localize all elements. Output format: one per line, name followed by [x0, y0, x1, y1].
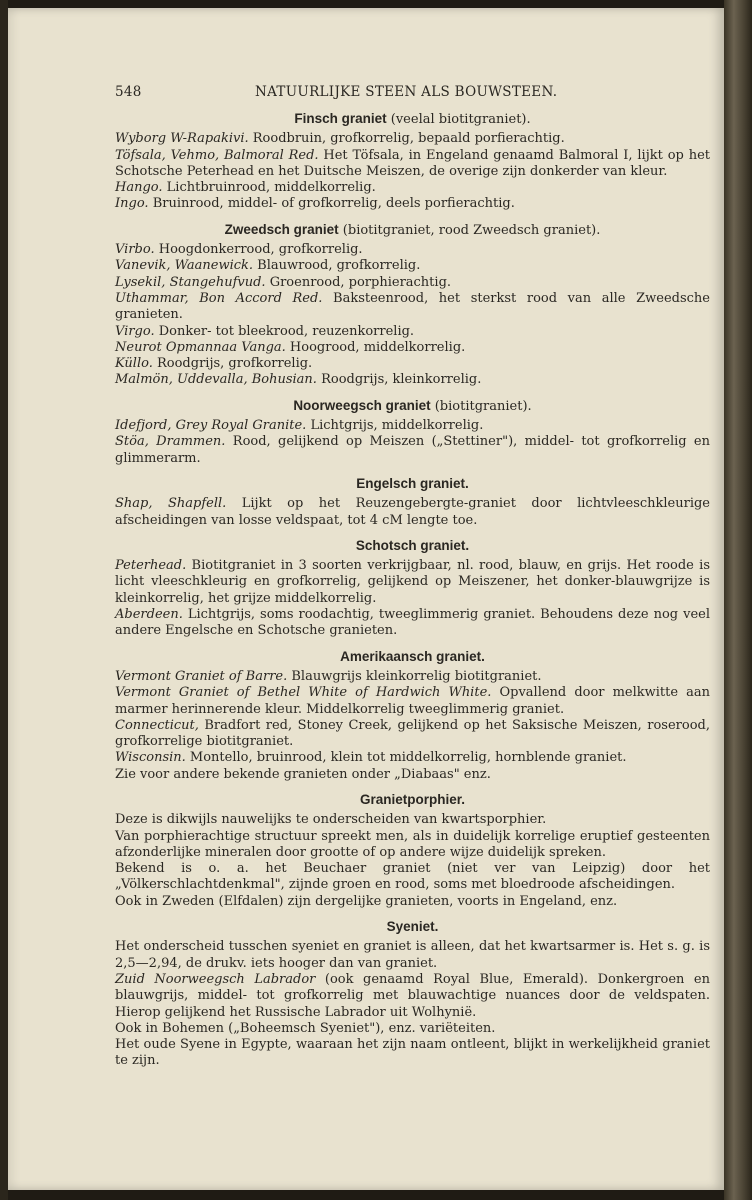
- section-subtitle: (biotitgraniet, rood Zweedsch graniet).: [342, 222, 601, 238]
- entry-paragraph: [115, 894, 710, 910]
- entry-text: Deze is dikwijls nauwelijks te onderscheiden van kwartsporphier.: [115, 812, 547, 828]
- section-title: Zweedsch graniet: [224, 221, 339, 237]
- entry-paragraph: [115, 939, 710, 972]
- entry-paragraph: [115, 340, 710, 356]
- entry-text: Montello, bruinrood, klein tot middelkorrelig, hornblende graniet.: [185, 750, 627, 766]
- section-title: Finsch graniet: [294, 111, 387, 126]
- entry-paragraph: [115, 131, 710, 147]
- entry-paragraph: [115, 812, 710, 828]
- entry-text: Bradfort red, Stoney Creek, gelijkend op het Saksische Meiszen, roserood, grofkorrelige biotitgraniet.: [115, 717, 710, 750]
- running-header: [115, 78, 710, 102]
- section-title: Noorweegsch graniet: [293, 397, 431, 413]
- entry-name: Wisconsin.: [115, 750, 186, 766]
- entry-name: Shap, Shapfell.: [115, 496, 227, 512]
- entry-name: Ingo.: [115, 196, 149, 212]
- entry-name: Zuid Noorweegsch Labrador: [115, 971, 316, 987]
- entry-text: Hoogrood, middelkorrelig.: [285, 339, 466, 355]
- entry-text: Lichtgrijs, soms roodachtig, tweeglimmerig graniet. Behoudens deze nog veel andere Engelsche en Schotsche granieten.: [115, 607, 710, 639]
- entry-paragraph: [115, 767, 710, 783]
- entry-text: Lichtgrijs, middelkorrelig.: [306, 418, 484, 434]
- section-title: Schotsch graniet.: [355, 537, 470, 553]
- entry-name: Aberdeen.: [115, 607, 183, 623]
- entry-name: Virbo.: [115, 242, 155, 258]
- page-number: 548: [115, 84, 142, 100]
- entry-text: Bruinrood, middel- of grofkorrelig, deels porfierachtig.: [148, 196, 515, 212]
- section-heading: [115, 222, 710, 239]
- entry-name: Küllo.: [115, 356, 153, 372]
- entry-paragraph: [115, 418, 710, 434]
- section-heading: [115, 398, 710, 415]
- entry-name: Wyborg W-Rapakivi.: [115, 131, 249, 147]
- entry-paragraph: [115, 718, 710, 751]
- entry-name: Töfsala, Vehmo, Balmoral Red.: [115, 147, 319, 163]
- entry-paragraph: [115, 180, 710, 196]
- entry-paragraph: [115, 275, 710, 291]
- section-title: Granietporphier.: [359, 791, 466, 807]
- entry-paragraph: [115, 148, 710, 181]
- entry-text: Het oude Syene in Egypte, waaraan het zijn naam ontleent, blijkt in werkelijkheid graniet te zijn.: [115, 1037, 710, 1069]
- entry-name: Peterhead.: [115, 558, 187, 574]
- section-title: Amerikaansch graniet.: [340, 648, 485, 664]
- entry-text: Groenrood, porphierachtig.: [265, 274, 452, 290]
- entry-name: Stöa, Drammen.: [115, 434, 226, 450]
- entry-paragraph: [115, 372, 710, 388]
- entry-paragraph: [115, 829, 710, 862]
- section-heading: [115, 538, 710, 555]
- entry-paragraph: [115, 607, 710, 640]
- running-title: NATUURLIJKE STEEN ALS BOUWSTEEN.: [255, 84, 558, 100]
- section-title: Engelsch graniet.: [356, 475, 469, 491]
- entry-text: Roodgrijs, kleinkorrelig.: [316, 372, 482, 388]
- entry-paragraph: [115, 291, 710, 324]
- section-title: Syeniet.: [386, 919, 439, 935]
- entry-paragraph: [115, 196, 710, 212]
- section-heading: [115, 919, 710, 936]
- entry-text: Roodgrijs, grofkorrelig.: [152, 356, 313, 372]
- entry-text: Lichtbruinrood, middelkorrelig.: [162, 180, 376, 196]
- entry-text: Rood, gelijkend op Meiszen („Stettiner"), middel- tot grofkorrelig en glimmerarm.: [115, 434, 710, 466]
- entry-text: Opvallend door melkwitte aan marmer herinnerende kleur. Middelkorrelig tweeglimmerig graniet.: [115, 685, 710, 717]
- section-heading: [115, 111, 710, 128]
- entry-name: Hango.: [115, 180, 163, 196]
- entry-name: Malmön, Uddevalla, Bohusian.: [115, 372, 317, 388]
- entry-paragraph: [115, 972, 710, 1021]
- entry-text: Baksteenrood, het sterkst rood van alle Zweedsche granieten.: [115, 290, 710, 323]
- entry-text: Ook in Zweden (Elfdalen) zijn dergelijke granieten, voorts in Engeland, enz.: [115, 893, 618, 909]
- entry-paragraph: [115, 258, 710, 274]
- entry-text: Donker- tot bleekrood, reuzenkorrelig.: [154, 323, 415, 339]
- entry-paragraph: [115, 1037, 710, 1070]
- entry-text: (ook genaamd Royal Blue, Emerald). Donkergroen en blauwgrijs, middel- tot grofkorrelig met blauwachtige nuances door de veldspaten. Hierop gelijkend het Russische Labrador uit Wolhynië.: [115, 971, 711, 1020]
- entry-text: Lijkt op het Reuzengebergte-graniet door lichtvleeschkleurige afscheidingen van losse veldspaat, tot 4 cM lengte toe.: [115, 496, 711, 528]
- entry-paragraph: [115, 434, 710, 467]
- entry-paragraph: [115, 1021, 710, 1037]
- entry-name: Uthammar, Bon Accord Red.: [115, 290, 323, 306]
- entry-name: Lysekil, Stangehufvud.: [115, 274, 266, 290]
- entry-name: Idefjord, Grey Royal Granite.: [115, 418, 307, 434]
- page-stack-edge: [724, 0, 752, 1200]
- entry-name: Vermont Graniet of Bethel White of Hardwich White.: [115, 685, 492, 701]
- entry-text: Het Töfsala, in Engeland genaamd Balmoral I, lijkt op het Schotsche Peterhead en het Duitsche Meiszen, de overige zijn donkerder van kleur.: [115, 147, 710, 179]
- section-heading: [115, 649, 710, 666]
- entry-text: Het onderscheid tusschen syeniet en graniet is alleen, dat het kwartsarmer is. Het s. g. is 2,5—2,94, de drukv. iets hooger dan van graniet.: [115, 939, 710, 971]
- entry-name: Vanevik, Waanewick.: [115, 258, 254, 274]
- entry-text: Roodbruin, grofkorrelig, bepaald porfierachtig.: [248, 131, 565, 147]
- entry-paragraph: [115, 242, 710, 258]
- entry-text: Biotitgraniet in 3 soorten verkrijgbaar, nl. rood, blauw, en grijs. Het roode is licht vleeschkleurig en grofkorrelig, gelijkend op Meiszener, het donker-blauwgrijze is kleinkorrelig, het grijze middelkorrelig.: [115, 558, 710, 606]
- section-heading: [115, 476, 710, 493]
- entry-name: Virgo.: [115, 323, 155, 339]
- entry-paragraph: [115, 496, 710, 529]
- section-heading: [115, 792, 710, 809]
- entry-text: Blauwgrijs kleinkorrelig biotitgraniet.: [287, 668, 542, 684]
- entry-paragraph: [115, 558, 710, 607]
- entry-text: Blauwrood, grofkorrelig.: [253, 258, 421, 274]
- section-subtitle: (biotitgraniet).: [434, 398, 532, 414]
- entry-paragraph: [115, 861, 710, 894]
- entry-text: Van porphierachtige structuur spreekt men, als in duidelijk korrelige eruptief gesteenten afzonderlijke mineralen door grootte of op andere wijze duidelijk spreken.: [115, 828, 710, 860]
- page-content: [115, 78, 710, 1070]
- entry-paragraph: [115, 324, 710, 340]
- entry-name: Connecticut,: [115, 717, 199, 733]
- entry-name: Neurot Opmannaa Vanga.: [115, 339, 286, 355]
- entry-text: Ook in Bohemen („Boheemsch Syeniet"), enz. variëteiten.: [115, 1020, 496, 1036]
- entry-text: Zie voor andere bekende granieten onder „Diabaas" enz.: [115, 766, 491, 782]
- entry-text: Hoogdonkerrood, grofkorrelig.: [154, 242, 363, 258]
- binding-edge-left: [0, 0, 8, 1200]
- entry-paragraph: [115, 685, 710, 718]
- entry-paragraph: [115, 669, 710, 685]
- sections-container: [115, 111, 710, 1070]
- entry-paragraph: [115, 750, 710, 766]
- entry-paragraph: [115, 356, 710, 372]
- entry-name: Vermont Graniet of Barre.: [115, 668, 288, 684]
- entry-text: Bekend is o. a. het Beuchaer graniet (niet ver van Leipzig) door het „Völkerschlachtdenkmal", zijnde groen en rood, soms met bloedroode afscheidingen.: [115, 861, 710, 893]
- section-subtitle: (veelal biotitgraniet).: [390, 112, 531, 127]
